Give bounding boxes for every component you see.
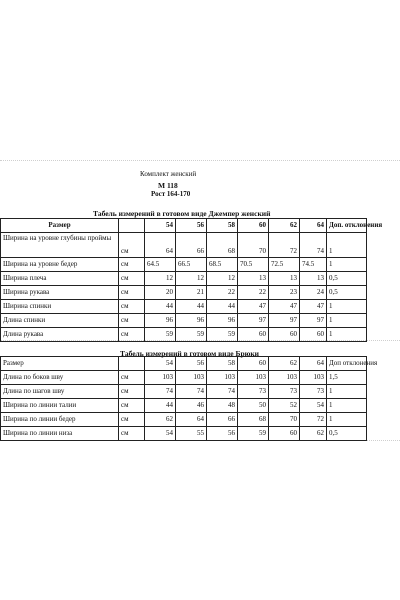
measurement-value: 12 <box>207 272 238 286</box>
tolerance-value: 1 <box>327 328 367 342</box>
size-column-header: 64 <box>300 357 327 371</box>
size-column-header: 56 <box>176 357 207 371</box>
table2-caption: Табель измерений в готовом виде Брюки <box>120 349 260 358</box>
measurement-value: 103 <box>269 371 300 385</box>
measurement-value: 59 <box>145 328 176 342</box>
unit-header <box>119 219 145 233</box>
measurement-value: 44 <box>145 399 176 413</box>
measurement-value: 22 <box>238 286 269 300</box>
measurement-value: 59 <box>207 328 238 342</box>
measurement-value: 64 <box>145 233 176 258</box>
size-column-header: 58 <box>207 357 238 371</box>
tolerance-value: 1 <box>327 413 367 427</box>
measurement-value: 60 <box>300 328 327 342</box>
measurement-label: Ширина спинки <box>1 300 119 314</box>
size-header: Размер <box>1 357 119 371</box>
measurement-value: 54 <box>145 427 176 441</box>
measurement-value: 62 <box>300 427 327 441</box>
measurement-value: 44 <box>207 300 238 314</box>
measurement-value: 97 <box>238 314 269 328</box>
tolerance-value: 0,5 <box>327 286 367 300</box>
unit-cell: см <box>119 385 145 399</box>
unit-cell: см <box>119 258 145 272</box>
measurement-value: 60 <box>269 328 300 342</box>
measurement-value: 44 <box>176 300 207 314</box>
measurement-value: 73 <box>238 385 269 399</box>
unit-cell: см <box>119 399 145 413</box>
unit-cell: см <box>119 272 145 286</box>
measurement-value: 52 <box>269 399 300 413</box>
measurement-value: 12 <box>145 272 176 286</box>
size-column-header: 58 <box>207 219 238 233</box>
measurement-value: 22 <box>207 286 238 300</box>
unit-cell: см <box>119 371 145 385</box>
measurement-value: 23 <box>269 286 300 300</box>
product-title: Комплект женский <box>140 170 197 178</box>
table-row <box>1 258 367 272</box>
table-row <box>1 328 367 342</box>
measurement-value: 70 <box>238 233 269 258</box>
size-column-header: 54 <box>145 357 176 371</box>
measurement-value: 68 <box>207 233 238 258</box>
table-row <box>1 371 367 385</box>
measurement-label: Ширина по линии талии <box>1 399 119 413</box>
table-row <box>1 385 367 399</box>
tolerance-header: Доп отклонения <box>327 357 367 371</box>
measurement-value: 73 <box>300 385 327 399</box>
table-header-row <box>1 357 367 371</box>
measurement-value: 24 <box>300 286 327 300</box>
unit-cell: см <box>119 286 145 300</box>
table-row <box>1 286 367 300</box>
size-column-header: 64 <box>300 219 327 233</box>
measurement-value: 60 <box>269 427 300 441</box>
measurement-label: Длина рукава <box>1 328 119 342</box>
measurement-value: 21 <box>176 286 207 300</box>
measurement-value: 97 <box>300 314 327 328</box>
measurement-label: Ширина рукава <box>1 286 119 300</box>
measurement-value: 72 <box>300 413 327 427</box>
measurement-value: 103 <box>207 371 238 385</box>
measurement-value: 96 <box>176 314 207 328</box>
height-range: Рост 164-170 <box>151 190 191 198</box>
measurement-value: 70 <box>269 413 300 427</box>
tolerance-value: 1 <box>327 300 367 314</box>
unit-cell: см <box>119 413 145 427</box>
measurement-value: 68 <box>238 413 269 427</box>
tolerance-value: 0,5 <box>327 427 367 441</box>
measurement-value: 56 <box>207 427 238 441</box>
measurement-value: 103 <box>238 371 269 385</box>
measurement-value: 48 <box>207 399 238 413</box>
measurement-label: Длина спинки <box>1 314 119 328</box>
tolerance-header: Доп. отклонения <box>327 219 367 233</box>
tolerance-value: 0,5 <box>327 272 367 286</box>
size-column-header: 54 <box>145 219 176 233</box>
tolerance-value: 1 <box>327 258 367 272</box>
measurement-value: 103 <box>176 371 207 385</box>
measurement-value: 103 <box>300 371 327 385</box>
size-column-header: 56 <box>176 219 207 233</box>
measurement-label: Ширина по линии бедер <box>1 413 119 427</box>
measurement-value: 47 <box>238 300 269 314</box>
measurement-label: Ширина плеча <box>1 272 119 286</box>
measurement-value: 46 <box>176 399 207 413</box>
size-column-header: 60 <box>238 357 269 371</box>
measurement-value: 12 <box>176 272 207 286</box>
measurement-value: 72 <box>269 233 300 258</box>
measurement-value: 44 <box>145 300 176 314</box>
table-header-row <box>1 219 367 233</box>
measurement-value: 74 <box>207 385 238 399</box>
table-row <box>1 272 367 286</box>
size-column-header: 60 <box>238 219 269 233</box>
measurement-label: Длина по боков шву <box>1 371 119 385</box>
table-row <box>1 413 367 427</box>
size-header: Размер <box>1 219 119 233</box>
measurement-value: 54 <box>300 399 327 413</box>
tolerance-value: 1 <box>327 385 367 399</box>
measurement-label: Ширина на уровне глубины проймы <box>1 233 119 258</box>
table-row <box>1 233 367 258</box>
unit-cell: см <box>119 233 145 258</box>
measurement-value: 74 <box>300 233 327 258</box>
measurement-label: Ширина на уровне бедер <box>1 258 119 272</box>
measurement-value: 72.5 <box>269 258 300 272</box>
measurement-value: 66 <box>207 413 238 427</box>
unit-cell: см <box>119 427 145 441</box>
measurement-label: Длина по шагов шву <box>1 385 119 399</box>
tolerance-value: 1 <box>327 233 367 258</box>
measurement-value: 59 <box>238 427 269 441</box>
measurement-value: 47 <box>269 300 300 314</box>
table1-caption: Табель измерений в готовом виде Джемпер женский <box>93 209 271 218</box>
measurement-value: 62 <box>145 413 176 427</box>
unit-cell: см <box>119 328 145 342</box>
table-row <box>1 399 367 413</box>
unit-header <box>119 357 145 371</box>
measurement-value: 66 <box>176 233 207 258</box>
measurement-value: 55 <box>176 427 207 441</box>
table-row <box>1 314 367 328</box>
measurement-value: 59 <box>176 328 207 342</box>
tolerance-value: 1 <box>327 399 367 413</box>
table-row <box>1 427 367 441</box>
tolerance-value: 1,5 <box>327 371 367 385</box>
model-number: М 118 <box>158 181 178 190</box>
table-row <box>1 300 367 314</box>
measurement-value: 74.5 <box>300 258 327 272</box>
measurement-value: 64.5 <box>145 258 176 272</box>
measurement-value: 103 <box>145 371 176 385</box>
measurement-value: 13 <box>269 272 300 286</box>
measurement-value: 70.5 <box>238 258 269 272</box>
sheet-gridline <box>0 160 400 161</box>
measurement-value: 74 <box>176 385 207 399</box>
measurement-value: 66.5 <box>176 258 207 272</box>
measurement-value: 68.5 <box>207 258 238 272</box>
size-column-header: 62 <box>269 219 300 233</box>
measurement-value: 97 <box>269 314 300 328</box>
unit-cell: см <box>119 300 145 314</box>
unit-cell: см <box>119 314 145 328</box>
measurement-value: 13 <box>300 272 327 286</box>
trousers-measurement-table <box>0 356 378 441</box>
measurement-value: 13 <box>238 272 269 286</box>
tolerance-value: 1 <box>327 314 367 328</box>
jumper-measurement-table <box>0 218 383 342</box>
measurement-value: 74 <box>145 385 176 399</box>
measurement-value: 96 <box>145 314 176 328</box>
measurement-value: 50 <box>238 399 269 413</box>
measurement-value: 20 <box>145 286 176 300</box>
measurement-value: 64 <box>176 413 207 427</box>
measurement-value: 96 <box>207 314 238 328</box>
measurement-value: 60 <box>238 328 269 342</box>
measurement-label: Ширина по линии низа <box>1 427 119 441</box>
size-column-header: 62 <box>269 357 300 371</box>
measurement-value: 47 <box>300 300 327 314</box>
measurement-value: 73 <box>269 385 300 399</box>
